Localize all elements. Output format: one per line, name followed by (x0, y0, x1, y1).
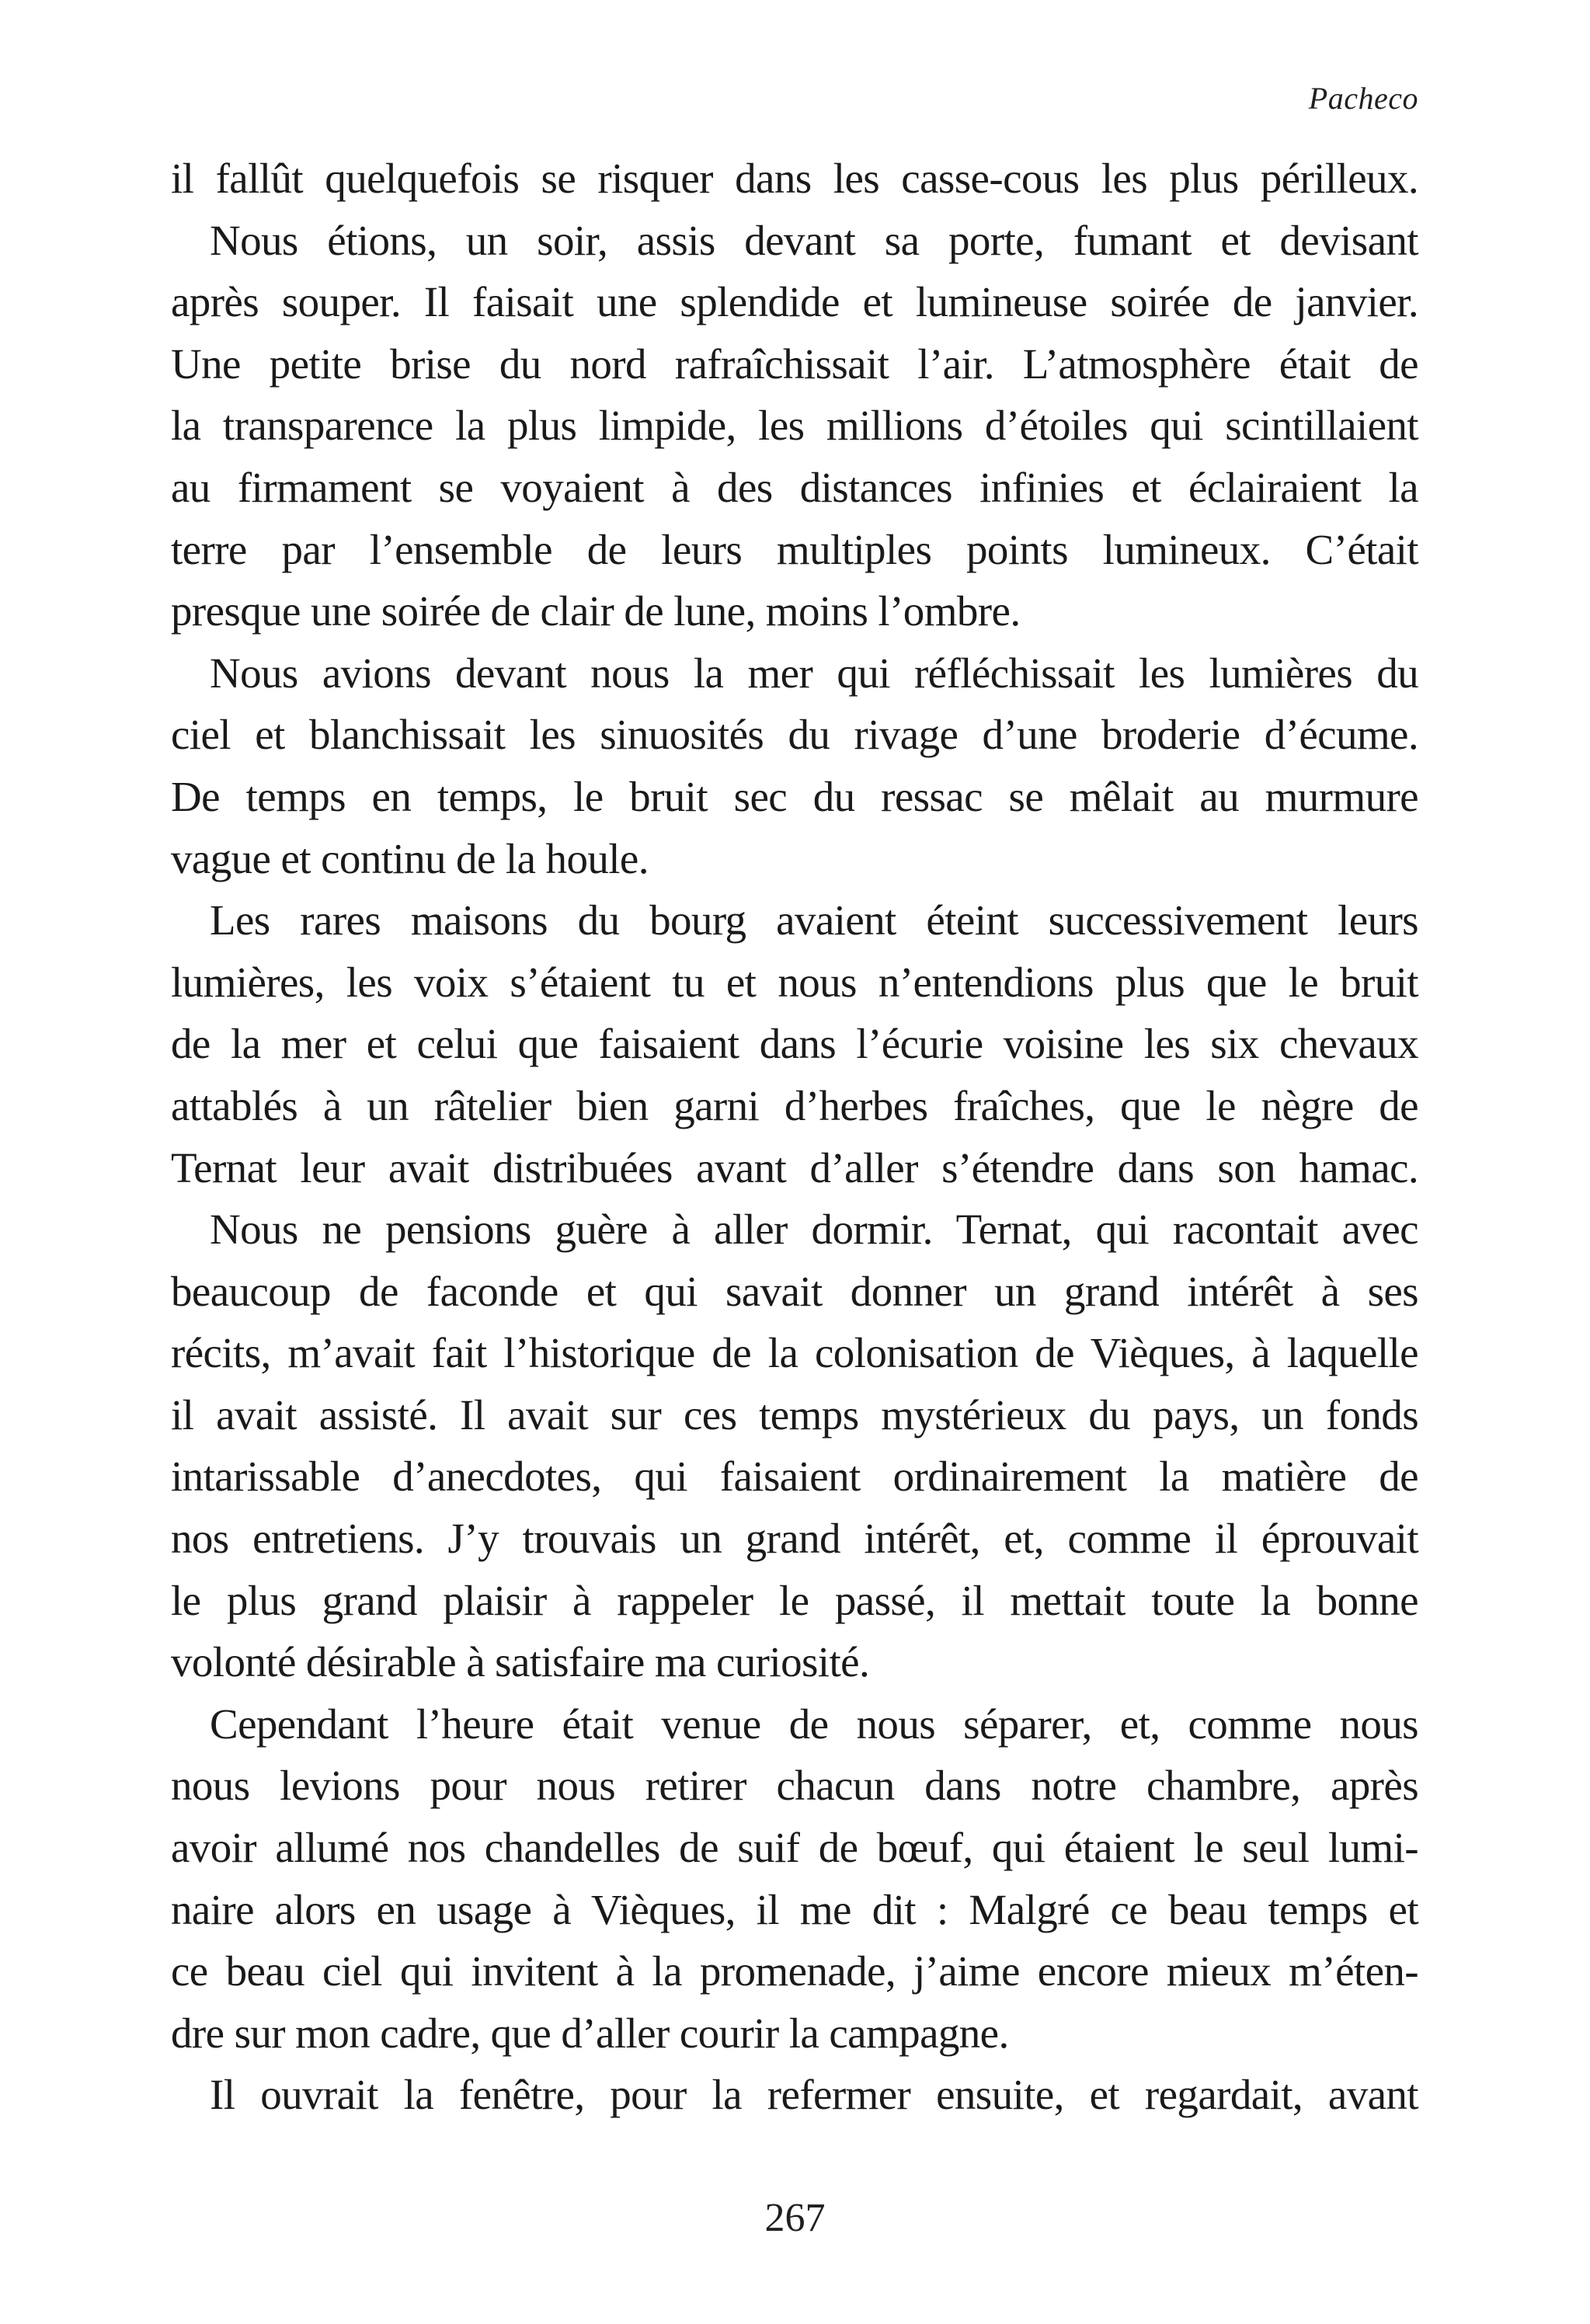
running-head-title: Pacheco (1308, 81, 1418, 116)
page-number: 267 (764, 2196, 826, 2240)
text-line: vague et continu de la houle. (171, 834, 649, 882)
text-line: terre par l’ensemble de leurs multiples points lumineux. C’était (171, 525, 1418, 573)
text-line: Il ouvrait la fenêtre, pour la refermer ensuite, et regardait, avant (210, 2071, 1418, 2119)
text-line: il avait assisté. Il avait sur ces temps mystérieux du pays, un fonds (171, 1390, 1418, 1439)
text-line: Les rares maisons du bourg avaient éteint successivement leurs (210, 896, 1418, 945)
text-line: beaucoup de faconde et qui savait donner un grand intérêt à ses (171, 1267, 1418, 1315)
text-line: intarissable d’anecdotes, qui faisaient ordinairement la matière de (171, 1452, 1418, 1501)
text-line: nos entretiens. J’y trouvais un grand intérêt, et, comme il éprouvait (171, 1515, 1418, 1563)
text-line: Ternat leur avait distribuées avant d’aller s’étendre dans son hamac. (171, 1143, 1418, 1192)
text-line: Une petite brise du nord rafraîchissait l’air. L’atmosphère était de (171, 339, 1418, 388)
text-line: après souper. Il faisait une splendide et lumineuse soirée de janvier. (171, 278, 1418, 326)
text-line: dre sur mon cadre, que d’aller courir la campagne. (171, 2009, 1009, 2057)
text-line: naire alors en usage à Vièques, il me dit : Malgré ce beau temps et (171, 1885, 1418, 1933)
text-line: Nous ne pensions guère à aller dormir. Ternat, qui racontait avec (210, 1205, 1418, 1254)
text-line: ciel et blanchissait les sinuosités du rivage d’une broderie d’écume. (171, 711, 1418, 759)
text-line: volonté désirable à satisfaire ma curiosité. (171, 1638, 870, 1686)
text-line: presque une soirée de clair de lune, moins l’ombre. (171, 587, 1021, 635)
text-line: avoir allumé nos chandelles de suif de bœuf, qui étaient le seul lumi- (171, 1824, 1418, 1872)
body-text (171, 148, 1418, 2126)
text-line: lumières, les voix s’étaient tu et nous n’entendions plus que le bruit (171, 958, 1418, 1006)
text-line: Cependant l’heure était venue de nous séparer, et, comme nous (210, 1700, 1418, 1748)
text-line: Nous étions, un soir, assis devant sa porte, fumant et devisant (210, 216, 1418, 264)
text-line: nous levions pour nous retirer chacun dans notre chambre, après (171, 1762, 1418, 1810)
text-line: Nous avions devant nous la mer qui réfléchissait les lumières du (210, 649, 1418, 697)
text-line: il fallût quelquefois se risquer dans les casse-cous les plus périlleux. (171, 155, 1418, 202)
text-line: de la mer et celui que faisaient dans l’écurie voisine les six chevaux (171, 1020, 1418, 1068)
text-line: attablés à un râtelier bien garni d’herbes fraîches, que le nègre de (171, 1081, 1418, 1129)
text-line: récits, m’avait fait l’historique de la colonisation de Vièques, à laquelle (171, 1329, 1418, 1377)
text-line: De temps en temps, le bruit sec du ressac se mêlait au murmure (171, 772, 1418, 820)
text-line: au firmament se voyaient à des distances infinies et éclairaient la (171, 463, 1418, 511)
text-line: le plus grand plaisir à rappeler le passé, il mettait toute la bonne (171, 1576, 1418, 1624)
text-line: ce beau ciel qui invitent à la promenade, j’aime encore mieux m’éten- (171, 1947, 1418, 1995)
text-line: la transparence la plus limpide, les millions d’étoiles qui scintillaient (171, 402, 1418, 450)
